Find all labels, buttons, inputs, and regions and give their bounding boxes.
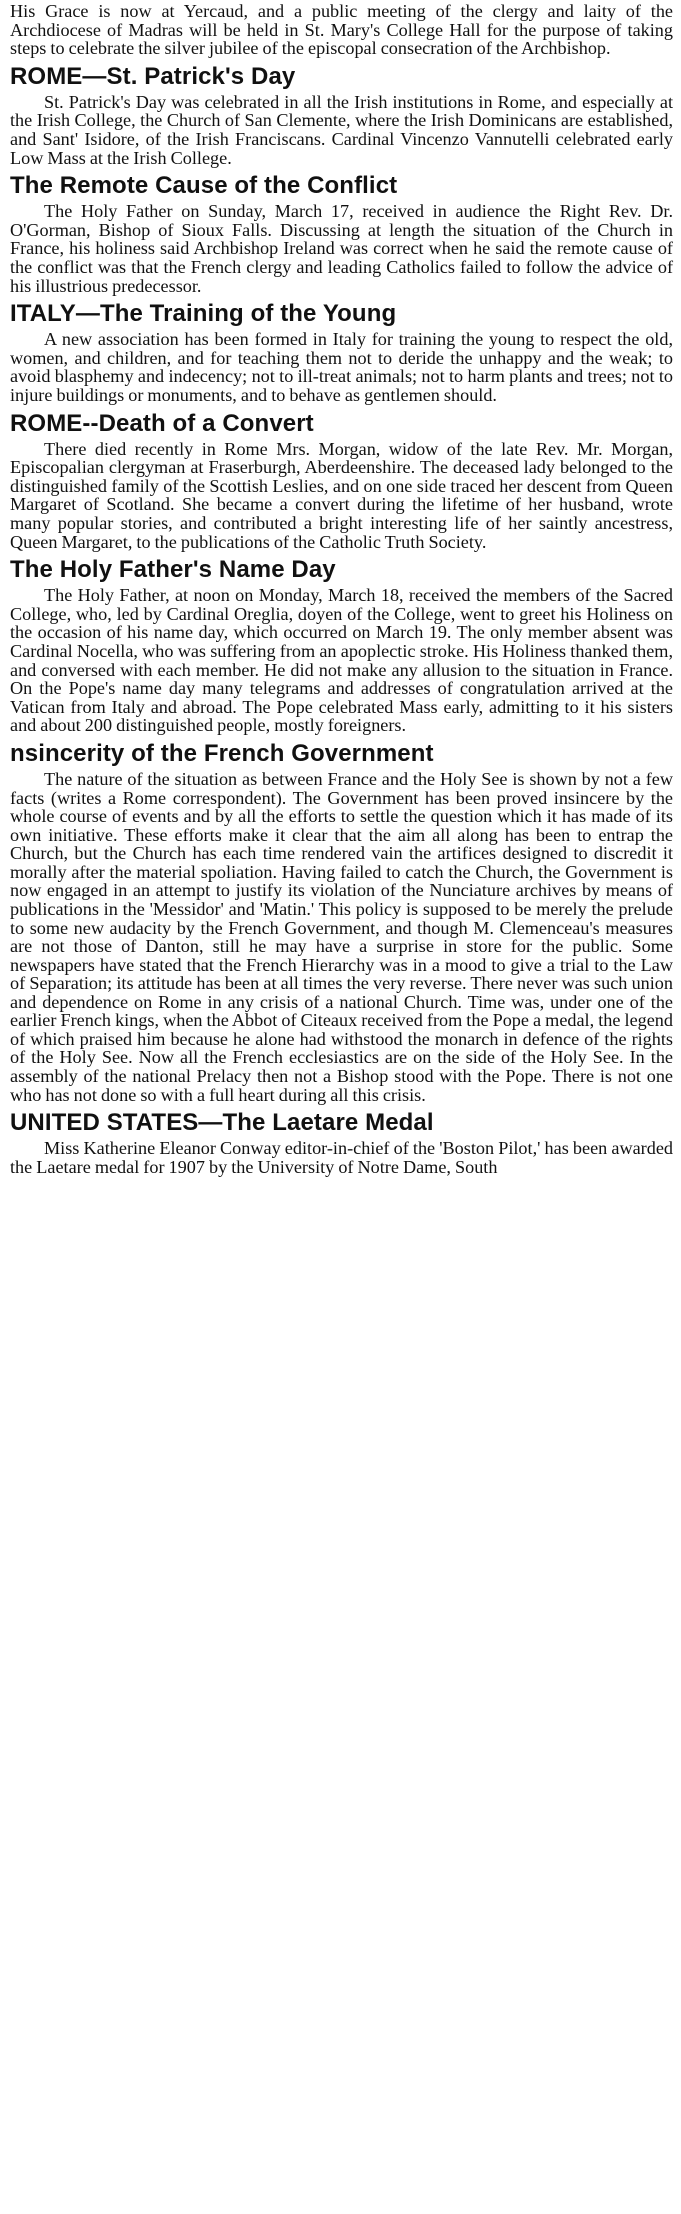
article-heading: The Remote Cause of the Conflict	[10, 172, 398, 200]
article-heading: UNITED STATES—The Laetare Medal	[10, 1109, 434, 1137]
article-body: The Holy Father on Sunday, March 17, received in audience the Right Rev. Dr. O'Gorman, Bishop of Sioux Falls. Discussing at length the situation of the Church in France, his holiness said Archbishop Ireland was correct when he said the remote cause of the conflict was that the French clergy and leading Catholics failed to follow the advice of his illustrious predecessor.	[10, 201, 673, 296]
article-body: The Holy Father, at noon on Monday, March 18, received the members of the Sacred College, who, led by Cardinal Oreglia, doyen of the College, went to greet his Holiness on the occasion of his name day, which occurred on March 19. The only member absent was Cardinal Nocella, who was suffering from an apoplectic stroke. His Holiness thanked them, and conversed with each member. He did not make any allusion to the situation in France. On the Pope's name day many telegrams and addresses of congratulation arrived at the Vatican from Italy and abroad. The Pope celebrated Mass early, admitting to it his sisters and about 200 distinguished people, mostly foreigners.	[10, 585, 673, 736]
article-french-government	[10, 741, 673, 1104]
article-body: St. Patrick's Day was celebrated in all the Irish institutions in Rome, and especially at the Irish College, the Church of San Clemente, where the Irish Dominicans are established, and Sant' Isidore, of the Irish Franciscans. Cardinal Vincenzo Vannutelli celebrated early Low Mass at the Irish College.	[10, 91, 673, 168]
article-body: The nature of the situation as between France and the Holy See is shown by not a few facts (writes a Rome correspondent). The Government has been proved insincere by the whole course of events and by all the efforts to settle the question which it has made of its own initiative. These efforts make it clear that the aim all along has been to entrap the Church, but the Church has each time rendered vain the artifices designed to discredit it morally after the material spoliation. Having failed to catch the Church, the Government is now engaged in an attempt to justify its violation of the Nunciature archives by means of publications in the 'Messidor' and 'Matin.' This policy is supposed to be merely the prelude to some new audacity by the French Government, and though M. Clemenceau's measures are not those of Danton, still he may have a surprise in store for the public. Some newspapers have stated that the French Hierarchy was in a mood to give a trial to the Law of Separation; its attitude has been at all times the very reverse. There never was such union and dependence on Rome in any crisis of a national Church. Time was, under one of the earlier French kings, when the Abbot of Citeaux received from the Pope a medal, the legend of which praised him because he alone had withstood the monarch in defence of the rights of the Holy See. Now all the French ecclesiastics are on the side of the Holy See. In the assembly of the national Prelacy then not a Bishop stood with the Pope. There is not one who has not done so with a full heart during all this crisis.	[10, 769, 673, 1105]
article-heading: The Holy Father's Name Day	[10, 556, 336, 584]
article-heading: ROME--Death of a Convert	[10, 409, 314, 437]
article-st-patricks-day	[10, 64, 673, 167]
article-body: A new association has been formed in Italy for training the young to respect the old, women, and children, and for teaching them not to deride the unhappy and the weak; to avoid blasphemy and indecency; not to ill-treat animals; not to harm plants and trees; not to injure buildings or monuments, and to behave as gentlemen should.	[10, 329, 673, 405]
article-laetare-medal	[10, 1110, 673, 1176]
article-training-of-young	[10, 301, 673, 404]
article-heading: ROME—St. Patrick's Day	[10, 62, 296, 90]
article-heading: ITALY—The Training of the Young	[10, 300, 397, 328]
article-name-day	[10, 557, 673, 735]
article-body: His Grace is now at Yercaud, and a public meeting of the clergy and laity of the Archdiocese of Madras will be held in St. Mary's College Hall for the purpose of taking steps to celebrate the silver jubilee of the episcopal consecration of the Archbishop.	[10, 1, 673, 59]
article-remote-cause	[10, 173, 673, 295]
article-heading: nsincerity of the French Government	[10, 739, 434, 767]
article-death-of-convert	[10, 411, 673, 552]
article-body: Miss Katherine Eleanor Conway editor-in-chief of the 'Boston Pilot,' has been awarded the Laetare medal for 1907 by the University of Notre Dame, South	[10, 1138, 673, 1177]
article-body: There died recently in Rome Mrs. Morgan, widow of the late Rev. Mr. Morgan, Episcopalian clergyman at Fraserburgh, Aberdeenshire. The deceased lady belonged to the distinguished family of the Scottish Leslies, and on one side traced her descent from Queen Margaret of Scotland. She became a convert during the lifetime of her husband, wrote many popular stories, and contributed a bright interesting life of her saintly ancestress, Queen Margaret, to the publications of the Catholic Truth Society.	[10, 438, 673, 552]
article-archbishop-jubilee	[10, 0, 673, 58]
